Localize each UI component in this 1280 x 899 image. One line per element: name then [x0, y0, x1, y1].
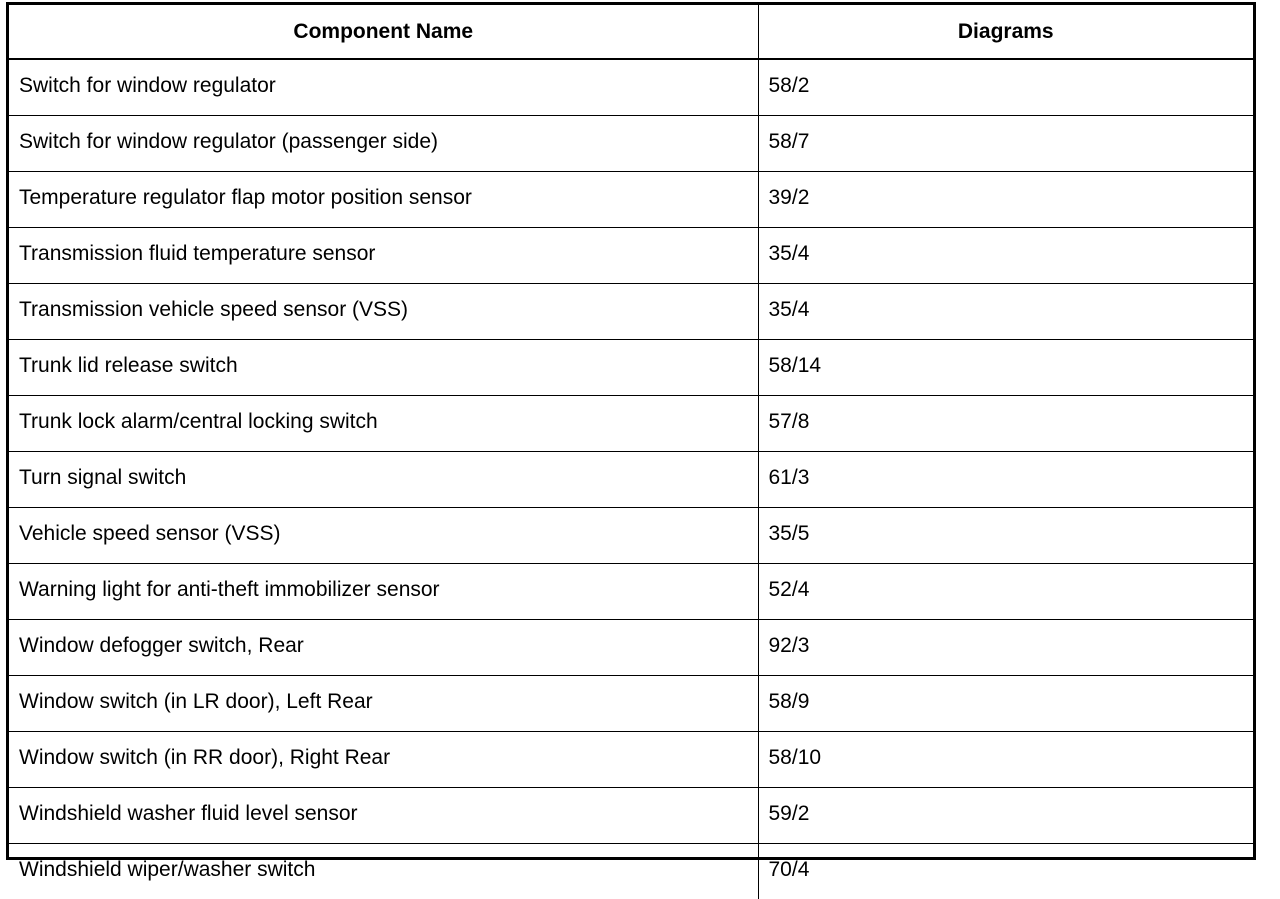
- component-name-cell: Window defogger switch, Rear: [9, 620, 758, 676]
- component-table-frame: [6, 2, 1256, 860]
- table-row: [9, 59, 1253, 116]
- component-name-cell: Transmission fluid temperature sensor: [9, 228, 758, 284]
- component-name-cell: Temperature regulator flap motor position sensor: [9, 172, 758, 228]
- table-row: [9, 732, 1253, 788]
- diagram-ref-cell: 58/2: [758, 59, 1253, 116]
- table-row: [9, 228, 1253, 284]
- table-row: [9, 284, 1253, 340]
- table-row: [9, 172, 1253, 228]
- diagram-ref-cell: 58/10: [758, 732, 1253, 788]
- table-row: [9, 620, 1253, 676]
- diagram-ref-cell: 57/8: [758, 396, 1253, 452]
- component-name-cell: Windshield washer fluid level sensor: [9, 788, 758, 844]
- table-header-row: [9, 5, 1253, 59]
- diagram-ref-cell: 70/4: [758, 844, 1253, 899]
- table-row: [9, 396, 1253, 452]
- table-row: [9, 676, 1253, 732]
- table-row: [9, 508, 1253, 564]
- diagram-ref-cell: 35/4: [758, 284, 1253, 340]
- table-row: [9, 564, 1253, 620]
- component-name-cell: Switch for window regulator: [9, 59, 758, 116]
- component-name-cell: Turn signal switch: [9, 452, 758, 508]
- component-table: [9, 5, 1253, 899]
- table-row: [9, 788, 1253, 844]
- table-row: [9, 340, 1253, 396]
- component-name-cell: Window switch (in LR door), Left Rear: [9, 676, 758, 732]
- diagram-ref-cell: 92/3: [758, 620, 1253, 676]
- component-name-cell: Trunk lid release switch: [9, 340, 758, 396]
- diagram-ref-cell: 39/2: [758, 172, 1253, 228]
- diagram-ref-cell: 61/3: [758, 452, 1253, 508]
- component-name-cell: Window switch (in RR door), Right Rear: [9, 732, 758, 788]
- diagram-ref-cell: 35/5: [758, 508, 1253, 564]
- header-diagrams: Diagrams: [758, 5, 1253, 59]
- diagram-ref-cell: 58/14: [758, 340, 1253, 396]
- diagram-ref-cell: 58/7: [758, 116, 1253, 172]
- component-name-cell: Warning light for anti-theft immobilizer sensor: [9, 564, 758, 620]
- table-body: [9, 59, 1253, 899]
- header-component-name: Component Name: [9, 5, 758, 59]
- component-name-cell: Trunk lock alarm/central locking switch: [9, 396, 758, 452]
- diagram-ref-cell: 35/4: [758, 228, 1253, 284]
- table-row: [9, 844, 1253, 899]
- component-name-cell: Windshield wiper/washer switch: [9, 844, 758, 899]
- diagram-ref-cell: 52/4: [758, 564, 1253, 620]
- component-name-cell: Switch for window regulator (passenger side): [9, 116, 758, 172]
- diagram-ref-cell: 58/9: [758, 676, 1253, 732]
- component-name-cell: Transmission vehicle speed sensor (VSS): [9, 284, 758, 340]
- diagram-ref-cell: 59/2: [758, 788, 1253, 844]
- table-row: [9, 452, 1253, 508]
- table-row: [9, 116, 1253, 172]
- component-name-cell: Vehicle speed sensor (VSS): [9, 508, 758, 564]
